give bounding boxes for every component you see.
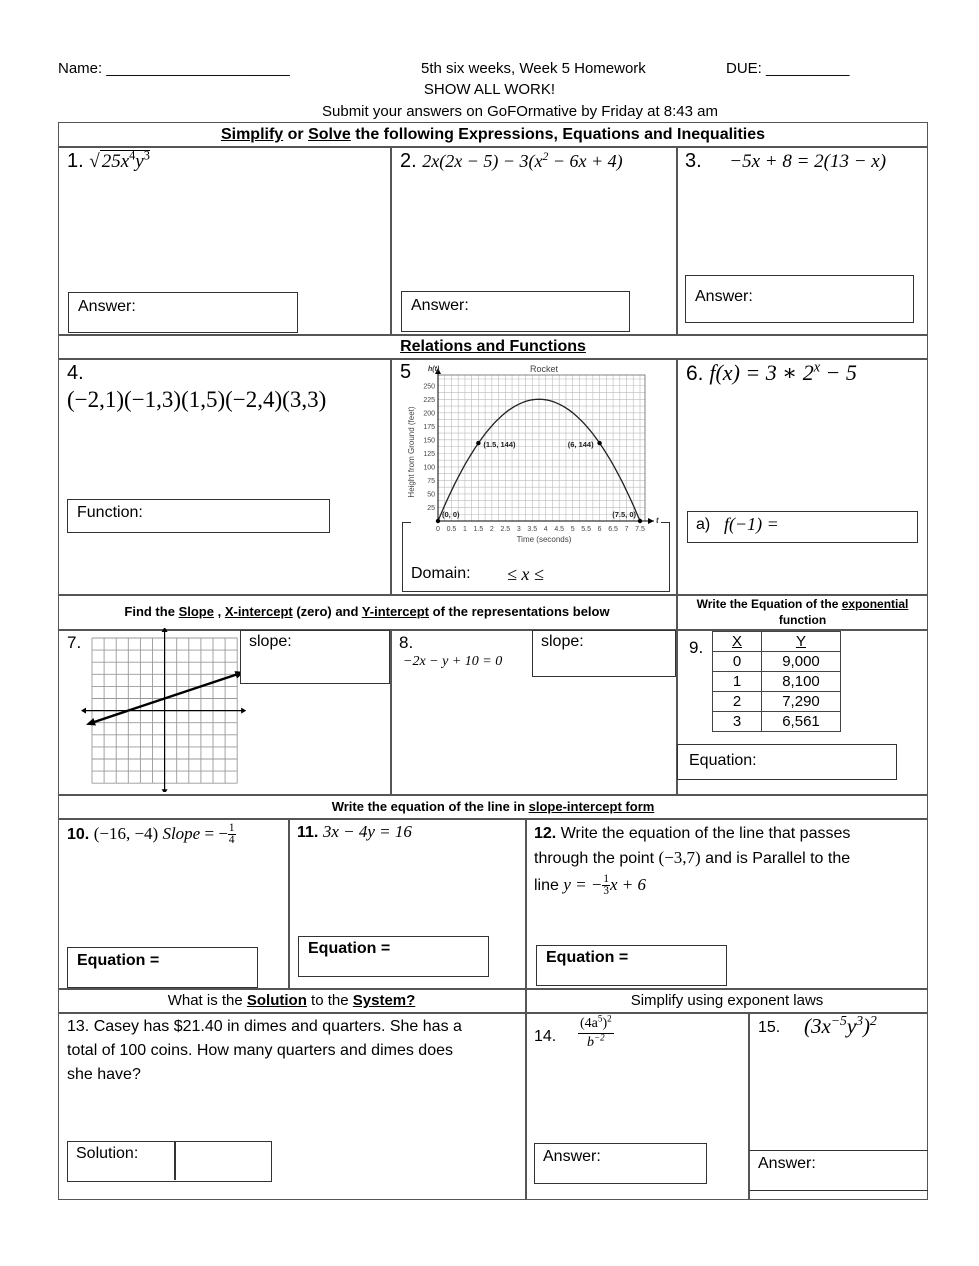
solution-label: Solution:: [76, 1145, 139, 1162]
question-3: [685, 150, 886, 173]
table-row: [713, 652, 841, 672]
divider: [58, 146, 928, 148]
assignment-title: 5th six weeks, Week 5 Homework: [421, 60, 646, 77]
x-tick-label: 1: [462, 526, 467, 533]
box-corner: [661, 522, 669, 523]
y-tick-label: 200: [423, 410, 435, 418]
table-row: [713, 692, 841, 712]
question-6: [686, 360, 857, 386]
answer-label: Answer:: [411, 297, 469, 314]
q12-slope-fraction: $\frac{1}{3}$: [603, 873, 609, 898]
domain-expression: ≤ x ≤: [507, 564, 544, 584]
y-tick-label: 225: [423, 396, 435, 404]
q3-answer-box[interactable]: [685, 275, 914, 323]
equation-label: Equation =: [546, 949, 629, 966]
section-exponential-title: Write the Equation of the exponential function: [696, 597, 909, 627]
q14-expression: $(4a^5)^2$ $b^{-2}$: [580, 1013, 612, 1050]
q11-equation: 3x − 4y = 16: [322, 822, 412, 841]
x-tick-label: 3.5: [527, 526, 538, 533]
table-row: [713, 712, 841, 732]
due-field[interactable]: DUE: __________: [726, 60, 850, 77]
q9-equation-box[interactable]: [677, 744, 897, 780]
question-9-number: 9.: [689, 638, 704, 657]
divider: [58, 988, 928, 990]
divider: [58, 334, 928, 336]
table-header-row: [713, 632, 841, 652]
x-tick-label: 3: [516, 526, 521, 533]
question-number: 3.: [685, 150, 702, 172]
q10-equals: = −: [200, 823, 228, 843]
x-axis-name: t: [656, 516, 659, 525]
simplify-word: Simplify: [220, 126, 284, 143]
q1-expression: √ $25x^4y^3$: [89, 148, 150, 172]
q10-slope-fraction: $\frac{1}{4}$: [228, 822, 235, 847]
slope-label: slope:: [541, 633, 584, 650]
question-number: 2.: [400, 150, 417, 172]
section-exponent-laws-title: Simplify using exponent laws: [630, 992, 824, 1009]
y-axis-label: Height from Ground (feet): [407, 406, 416, 498]
question-8-number: 8.: [399, 633, 414, 652]
question-13: [67, 1015, 462, 1087]
q12-line-rhs: x + 6: [609, 875, 646, 894]
part-a-label: a): [696, 516, 711, 533]
point-label: (1.5, 144): [483, 440, 516, 450]
q1-answer-box[interactable]: [68, 292, 298, 333]
q12-text: line: [534, 877, 564, 894]
submit-note: Submit your answers on GoFOrmative by Friday at 8:43 am: [322, 103, 718, 120]
question-11: [297, 822, 412, 842]
x-tick-label: 6: [597, 526, 602, 533]
y-tick-label: 250: [423, 383, 435, 391]
x-tick-label: 1.5: [473, 526, 484, 533]
answer-label: Answer:: [758, 1155, 816, 1172]
question-2: [400, 150, 623, 173]
question-15-number: 15.: [758, 1019, 781, 1036]
q6a-answer-box[interactable]: [687, 511, 918, 543]
equation-label: Equation:: [689, 752, 757, 769]
y-tick-label: 100: [423, 464, 435, 472]
answer-label: Answer:: [695, 288, 753, 305]
q12-text: through the point: [534, 850, 659, 867]
y-axis-arrow-down: [162, 789, 168, 792]
q4-relation: (−2,1)(−1,3)(1,5)(−2,4)(3,3): [67, 387, 327, 412]
section-title-rest: the following Expressions, Equations and Inequalities: [350, 126, 766, 143]
name-field[interactable]: Name: ______________________: [58, 60, 290, 77]
point-label: (0, 0): [442, 510, 460, 519]
divider: [58, 818, 928, 820]
section-simplify-solve-title: [58, 126, 928, 144]
question-number: 6.: [686, 362, 704, 385]
divider: [390, 629, 392, 794]
show-work-instruction: SHOW ALL WORK!: [423, 81, 556, 98]
box-corner: [403, 522, 411, 523]
part-a-expression: f(−1) =: [724, 514, 779, 534]
table-row: [713, 672, 841, 692]
divider: [58, 794, 928, 796]
slope-label: slope:: [249, 633, 292, 650]
x-tick-label: 2.5: [500, 526, 511, 533]
q14-answer-box[interactable]: [534, 1143, 707, 1184]
question-1: [67, 150, 150, 173]
x-tick-label: 7: [624, 526, 629, 533]
question-number: 11.: [297, 824, 319, 841]
equation-label: Equation =: [308, 940, 391, 957]
function-label: Function:: [77, 504, 143, 521]
y-axis-arrow-up: [162, 628, 168, 632]
section-slope-intercept-title: Find the Slope , X-intercept (zero) and Y-intercept of the representations below: [124, 604, 610, 619]
q13-text: 13. Casey has $21.40 in dimes and quarters. She has a: [67, 1018, 462, 1035]
divider: [525, 818, 527, 1200]
q5-domain-box[interactable]: [402, 522, 670, 592]
y-axis-name: h(t): [428, 366, 440, 373]
data-point: [597, 441, 601, 445]
x-tick-label: 0: [436, 526, 440, 533]
solution-divider: [174, 1142, 176, 1180]
q15-expression: $(3x^{-5}y^3)^2$: [804, 1012, 877, 1038]
x-axis-arrow-left: [81, 708, 86, 714]
x-axis-label: Time (seconds): [516, 535, 572, 544]
or-word: or: [283, 126, 309, 143]
q8-slope-box[interactable]: [532, 630, 676, 677]
question-14-number: 14.: [534, 1028, 557, 1045]
q3-equation: −5x + 8 = 2(13 − x): [729, 151, 887, 172]
plot-border: [438, 375, 645, 521]
y-tick-label: 150: [423, 437, 435, 445]
answer-label: Answer:: [78, 298, 136, 315]
question-number: 1.: [67, 150, 84, 172]
section-relations-functions-title: Relations and Functions: [400, 338, 586, 355]
divider: [390, 358, 392, 594]
x-tick-label: 0.5: [446, 526, 457, 533]
x-tick-label: 5.5: [581, 526, 592, 533]
y-tick-label: 75: [427, 477, 435, 485]
data-point: [476, 441, 480, 445]
q12-line-lhs: y = −: [563, 875, 603, 894]
answer-label: Answer:: [543, 1148, 601, 1165]
q10-equation-box[interactable]: [67, 947, 258, 988]
q12-point: (−3,7): [658, 848, 701, 867]
x-tick-label: 2: [489, 526, 494, 533]
y-tick-label: 50: [427, 491, 435, 499]
q13-text: total of 100 coins. How many quarters and dimes does: [67, 1042, 453, 1059]
divider: [676, 146, 678, 334]
q2-answer-box[interactable]: [401, 291, 630, 332]
q7-slope-box[interactable]: [240, 630, 390, 684]
q7-line-graph: [78, 628, 248, 792]
question-number: 10.: [67, 825, 90, 843]
y-cell: 6,561: [762, 712, 841, 732]
question-12: [534, 822, 924, 898]
divider: [676, 358, 678, 594]
q6-function: f(x) = 3 ∗ $2^x - 5$: [709, 359, 857, 385]
question-number: 12.: [534, 825, 557, 842]
q10-point: (−16, −4): [93, 823, 163, 843]
x-tick-label: 4.5: [554, 526, 565, 533]
question-7-number: 7.: [67, 633, 82, 652]
line-arrow-left: [86, 718, 96, 725]
chart-title: Rocket: [529, 364, 559, 374]
solve-word: Solve: [308, 126, 351, 143]
y-tick-label: 175: [423, 423, 435, 431]
section-system-title: What is the Solution to the System?: [167, 992, 416, 1009]
x-cell: 2: [713, 692, 762, 712]
question-10: [67, 823, 236, 846]
question-5-number: 5: [400, 361, 412, 383]
point-label: (6, 144): [567, 440, 594, 450]
x-tick-label: 4: [543, 526, 548, 533]
y-cell: 9,000: [762, 652, 841, 672]
x-cell: 0: [713, 652, 762, 672]
y-tick-label: 125: [423, 450, 435, 458]
divider: [390, 146, 392, 334]
domain-label: Domain:: [411, 565, 471, 582]
q4-function-box[interactable]: [67, 499, 330, 533]
point-label: (7.5, 0): [612, 510, 636, 519]
x-cell: 1: [713, 672, 762, 692]
section-slope-intercept-form-title: Write the equation of the line in slope-intercept form: [331, 799, 655, 814]
q11-equation-box[interactable]: [298, 936, 489, 977]
divider: [288, 818, 290, 988]
q8-equation: −2x − y + 10 = 0: [403, 654, 503, 669]
equation-label: Equation =: [77, 952, 160, 969]
q10-slope-word: Slope: [162, 823, 201, 843]
question-4-number: 4.: [67, 362, 84, 384]
q13-text: she have?: [67, 1066, 141, 1083]
y-cell: 7,290: [762, 692, 841, 712]
x-tick-label: 7.5: [635, 526, 645, 533]
x-axis-arrow-right: [241, 708, 246, 714]
y-cell: 8,100: [762, 672, 841, 692]
column-x-header: X: [713, 632, 762, 652]
q12-text: Write the equation of the line that passes: [556, 825, 851, 842]
q12-text: and is Parallel to the: [700, 850, 851, 867]
q12-equation-box[interactable]: [536, 945, 727, 986]
q2-expression: $2x(2x - 5) - 3(x^2 - 6x + 4)$: [422, 149, 623, 171]
column-y-header: Y: [762, 632, 841, 652]
divider: [58, 1012, 928, 1014]
q13-solution-box[interactable]: [67, 1141, 272, 1182]
y-tick-label: 25: [427, 504, 435, 512]
q9-xy-table: [712, 631, 841, 732]
q15-answer-box[interactable]: [749, 1150, 928, 1191]
x-tick-label: 6.5: [608, 526, 618, 533]
x-tick-label: 5: [570, 526, 575, 533]
x-cell: 3: [713, 712, 762, 732]
